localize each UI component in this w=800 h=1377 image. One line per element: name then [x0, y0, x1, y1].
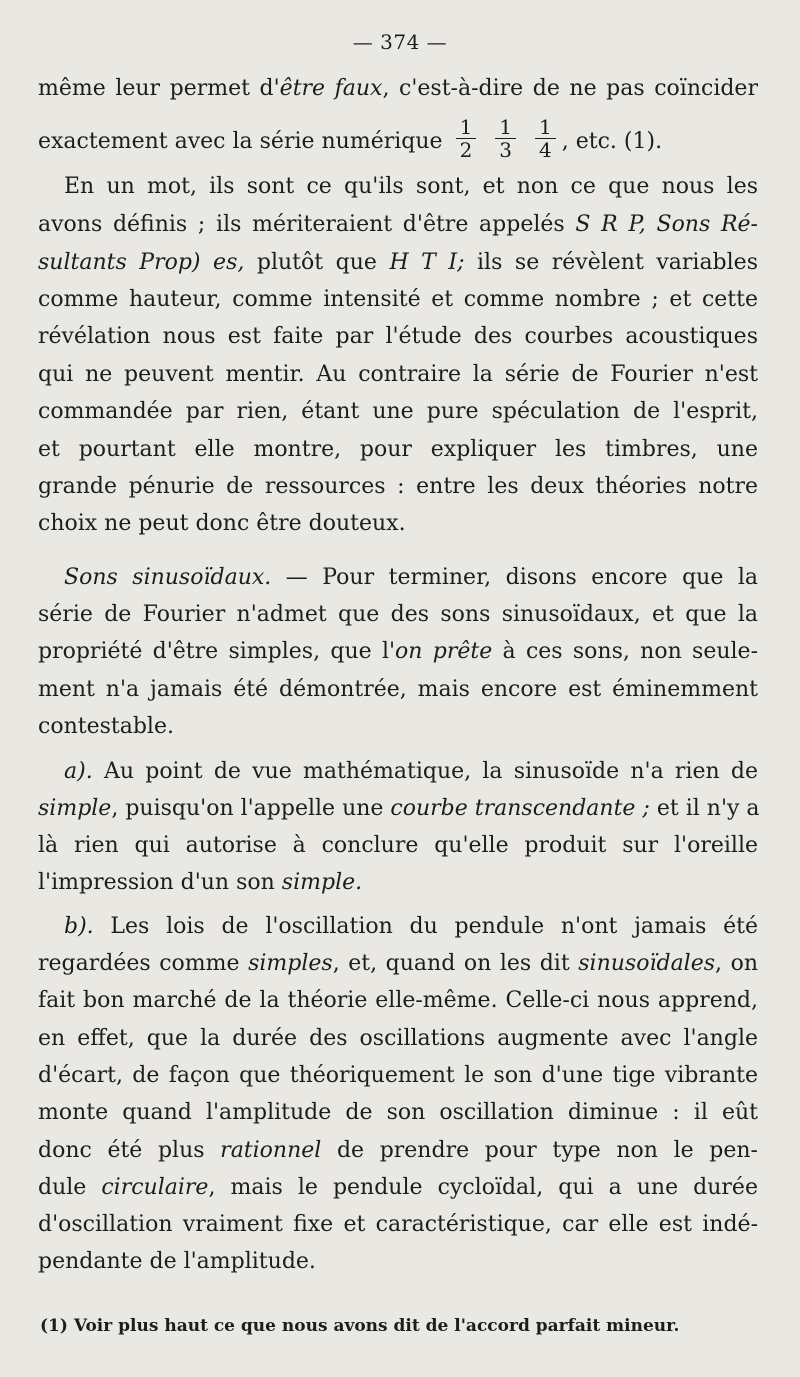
- footnote: (1) Voir plus haut ce que nous avons dit de l'accord parfait mineur.: [40, 1316, 680, 1336]
- text-line: donc été plus rationnel de prendre pour type non le pen-: [38, 1138, 758, 1163]
- section-title: Sons sinusoïdaux.: [64, 565, 272, 590]
- text-line: ment n'a jamais été démontrée, mais encore est éminemment: [38, 677, 758, 702]
- fraction: $\frac{1}{4}$: [535, 116, 556, 161]
- text-line: avons définis ; ils mériteraient d'être appelés S R P, Sons Ré-: [38, 212, 758, 237]
- text-line: et pourtant elle montre, pour expliquer les timbres, une: [38, 437, 758, 462]
- text-line: fait bon marché de la théorie elle-même. Celle-ci nous apprend,: [38, 988, 758, 1013]
- text-line-with-fractions: exactement avec la série numérique $\frac{1}{2}$ $\frac{1}{3}$ $\frac{1}{4}$ , etc. (1).: [38, 114, 663, 162]
- text-line: dule circulaire, mais le pendule cycloïdal, qui a une durée: [38, 1175, 758, 1200]
- text-line: b). Les lois de l'oscillation du pendule n'ont jamais été: [64, 914, 758, 939]
- text-line: révélation nous est faite par l'étude des courbes acoustiques: [38, 324, 758, 349]
- text-line: qui ne peuvent mentir. Au contraire la série de Fourier n'est: [38, 362, 758, 387]
- text-line: comme hauteur, comme intensité et comme nombre ; et cette: [38, 287, 758, 312]
- text-line: l'impression d'un son simple.: [38, 870, 363, 895]
- text-line: monte quand l'amplitude de son oscillation diminue : il eût: [38, 1100, 758, 1125]
- text-line: propriété d'être simples, que l'on prête à ces sons, non seule-: [38, 639, 759, 664]
- text-line: a). Au point de vue mathématique, la sinusoïde n'a rien de: [64, 759, 758, 784]
- text-line: contestable.: [38, 714, 174, 739]
- section-heading-line: Sons sinusoïdaux. — Pour terminer, disons encore que la: [64, 565, 758, 590]
- text-line: En un mot, ils sont ce qu'ils sont, et non ce que nous les: [64, 174, 758, 199]
- text-line: regardées comme simples, et, quand on les dit sinusoïdales, on: [38, 951, 758, 976]
- text-line: même leur permet d'être faux, c'est-à-dire de ne pas coïncider: [38, 76, 758, 101]
- text-line: pendante de l'amplitude.: [38, 1249, 316, 1274]
- text-line: d'écart, de façon que théoriquement le son d'une tige vibrante: [38, 1063, 758, 1088]
- text-line: choix ne peut donc être douteux.: [38, 511, 406, 536]
- text-line: sultants Prop) es, plutôt que H T I; ils se révèlent variables: [38, 250, 758, 275]
- text-line: en effet, que la durée des oscillations augmente avec l'angle: [38, 1026, 758, 1051]
- fraction: $\frac{1}{3}$: [495, 116, 516, 161]
- fraction: $\frac{1}{2}$: [456, 116, 477, 161]
- text-line: commandée par rien, étant une pure spéculation de l'esprit,: [38, 399, 758, 424]
- text-line: d'oscillation vraiment fixe et caractéristique, car elle est indé-: [38, 1212, 758, 1237]
- text-line: grande pénurie de ressources : entre les deux théories notre: [38, 474, 758, 499]
- text-line: simple, puisqu'on l'appelle une courbe transcendante ; et il n'y a: [38, 796, 760, 821]
- text-line: là rien qui autorise à conclure qu'elle produit sur l'oreille: [38, 833, 758, 858]
- page-number: — 374 —: [352, 30, 448, 54]
- text-line: série de Fourier n'admet que des sons sinusoïdaux, et que la: [38, 602, 758, 627]
